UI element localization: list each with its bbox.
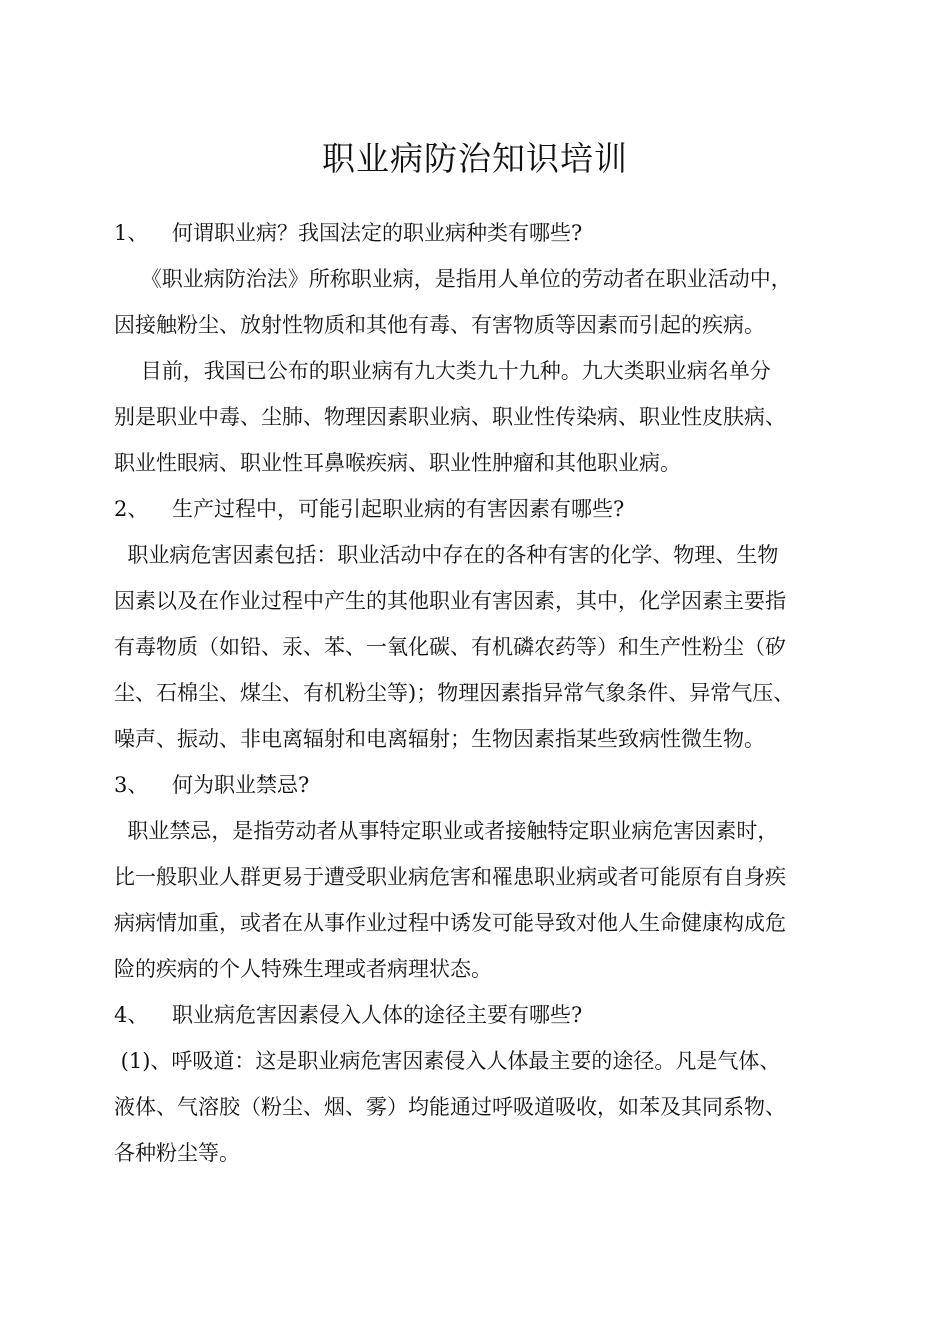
answer-2-paragraph — [114, 532, 840, 762]
text-line: 各种粉尘等。 — [114, 1141, 240, 1165]
question-text: 何谓职业病？我国法定的职业病种类有哪些? — [172, 221, 583, 245]
question-text: 何为职业禁忌? — [172, 773, 310, 797]
question-number: 4、 — [114, 1003, 149, 1027]
text-line: 有毒物质（如铅、汞、苯、一氧化碳、有机磷农药等）和生产性粉尘（矽 — [114, 635, 786, 659]
text-line: 职业病危害因素包括：职业活动中存在的各种有害的化学、物理、生物 — [114, 543, 779, 567]
text-line: 比一般职业人群更易于遭受职业病危害和罹患职业病或者可能原有自身疾 — [114, 865, 786, 889]
question-text: 生产过程中，可能引起职业病的有害因素有哪些? — [172, 497, 625, 521]
question-text: 职业病危害因素侵入人体的途径主要有哪些? — [172, 1003, 583, 1027]
text-line: 《职业病防治法》所称职业病，是指用人单位的劳动者在职业活动中， — [114, 267, 792, 291]
text-line: 病病情加重，或者在从事作业过程中诱发可能导致对他人生命健康构成危 — [114, 911, 786, 935]
text-line: 职业禁忌，是指劳动者从事特定职业或者接触特定职业病危害因素时， — [114, 819, 779, 843]
question-number: 3、 — [114, 773, 149, 797]
answer-1-paragraph-1 — [114, 256, 840, 348]
question-4-heading — [114, 992, 840, 1038]
answer-3-paragraph — [114, 808, 840, 992]
question-1-heading — [114, 210, 840, 256]
text-line: 噪声、振动、非电离辐射和电离辐射；生物因素指某些致病性微生物。 — [114, 727, 765, 751]
document-title: 职业病防治知识培训 — [322, 139, 628, 178]
document-body — [114, 210, 840, 1176]
text-line: 险的疾病的个人特殊生理或者病理状态。 — [114, 957, 492, 981]
question-3-heading — [114, 762, 840, 808]
question-2-heading — [114, 486, 840, 532]
text-line: 液体、气溶胶（粉尘、烟、雾）均能通过呼吸道吸收，如苯及其同系物、 — [114, 1095, 786, 1119]
text-line: 尘、石棉尘、煤尘、有机粉尘等)；物理因素指异常气象条件、异常气压、 — [114, 681, 795, 705]
question-number: 1、 — [114, 221, 149, 245]
text-line: 因接触粉尘、放射性物质和其他有毒、有害物质等因素而引起的疾病。 — [114, 313, 765, 337]
text-line: 因素以及在作业过程中产生的其他职业有害因素，其中，化学因素主要指 — [114, 589, 786, 613]
answer-1-paragraph-2 — [114, 348, 840, 486]
text-line: 职业性眼病、职业性耳鼻喉疾病、职业性肿瘤和其他职业病。 — [114, 451, 681, 475]
answer-4-paragraph — [114, 1038, 840, 1176]
text-line: 目前，我国已公布的职业病有九大类九十九种。九大类职业病名单分 — [114, 359, 771, 383]
question-number: 2、 — [114, 497, 149, 521]
text-line: 别是职业中毒、尘肺、物理因素职业病、职业性传染病、职业性皮肤病、 — [114, 405, 786, 429]
text-line: (1)、呼吸道：这是职业病危害因素侵入人体最主要的途径。凡是气体、 — [114, 1049, 781, 1073]
